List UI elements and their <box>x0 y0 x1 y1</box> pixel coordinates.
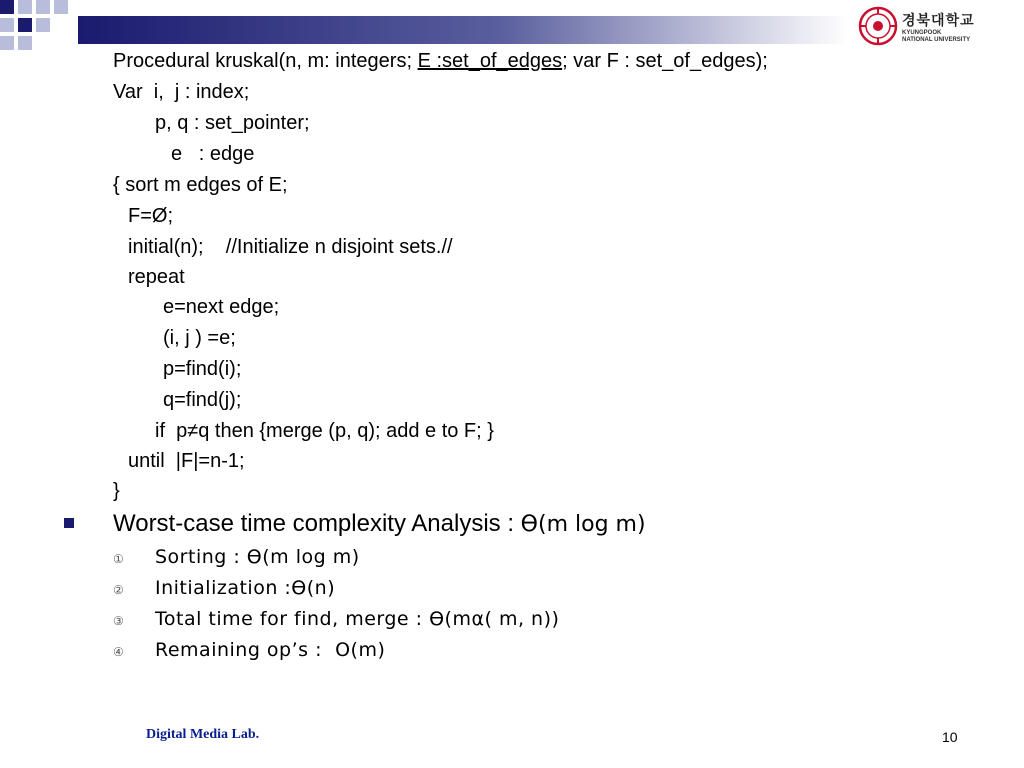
code-header-post: ; var F : set_of_edges); <box>562 50 768 72</box>
code-line: p=find(i); <box>163 358 242 380</box>
item-number: ④ <box>113 645 124 659</box>
analysis-heading-theta: ϴ(m log m) <box>520 512 646 537</box>
analysis-item: Sorting : ϴ(m log m) <box>155 546 360 568</box>
deco-square <box>36 18 50 32</box>
university-logo <box>856 4 976 48</box>
code-line: { sort m edges of E; <box>113 174 288 196</box>
analysis-heading-text: Worst-case time complexity Analysis : <box>113 510 521 537</box>
code-line: until |F|=n-1; <box>128 450 245 472</box>
analysis-item: Total time for find, merge : ϴ(mα( m, n)) <box>155 608 560 630</box>
code-line: e : edge <box>171 143 255 165</box>
code-header-line <box>113 49 768 73</box>
item-number: ② <box>113 583 124 597</box>
code-line: repeat <box>128 266 185 288</box>
deco-square <box>54 0 68 14</box>
code-line: Var i, j : index; <box>113 81 250 103</box>
code-line: (i, j ) =e; <box>163 327 236 349</box>
footer-lab-name: Digital Media Lab. <box>146 727 260 742</box>
analysis-item: Initialization :ϴ(n) <box>155 577 336 599</box>
logo-korean-name: 경북대학교 <box>902 12 975 28</box>
item-number: ③ <box>113 614 124 628</box>
corner-decoration <box>0 0 80 60</box>
deco-square <box>0 0 14 14</box>
code-header-pre: Procedural kruskal(n, m: integers; <box>113 50 418 72</box>
code-line: if p≠q then {merge (p, q); add e to F; } <box>155 420 494 442</box>
code-header-underlined: E :set_of_edges <box>417 50 563 72</box>
deco-square <box>18 0 32 14</box>
deco-square <box>36 0 50 14</box>
page-number: 10 <box>942 729 958 745</box>
deco-square <box>18 36 32 50</box>
code-line: e=next edge; <box>163 296 280 318</box>
code-line: } <box>113 480 120 502</box>
university-seal-icon <box>858 6 898 46</box>
deco-square <box>0 18 14 32</box>
code-line: initial(n); //Initialize n disjoint sets.// <box>128 236 453 258</box>
code-line: F=Ø; <box>128 205 174 227</box>
code-line: p, q : set_pointer; <box>155 112 310 134</box>
deco-square <box>0 36 14 50</box>
item-number: ① <box>113 552 124 566</box>
analysis-item: Remaining op’s : O(m) <box>155 639 386 661</box>
deco-square <box>18 18 32 32</box>
logo-english-line2: NATIONAL UNIVERSITY <box>902 37 971 43</box>
code-line: q=find(j); <box>163 389 242 411</box>
logo-english-line1: KYUNGPOOK <box>902 30 942 36</box>
bullet-square-icon <box>64 518 74 528</box>
analysis-heading <box>113 509 646 540</box>
title-gradient-bar <box>78 16 848 44</box>
